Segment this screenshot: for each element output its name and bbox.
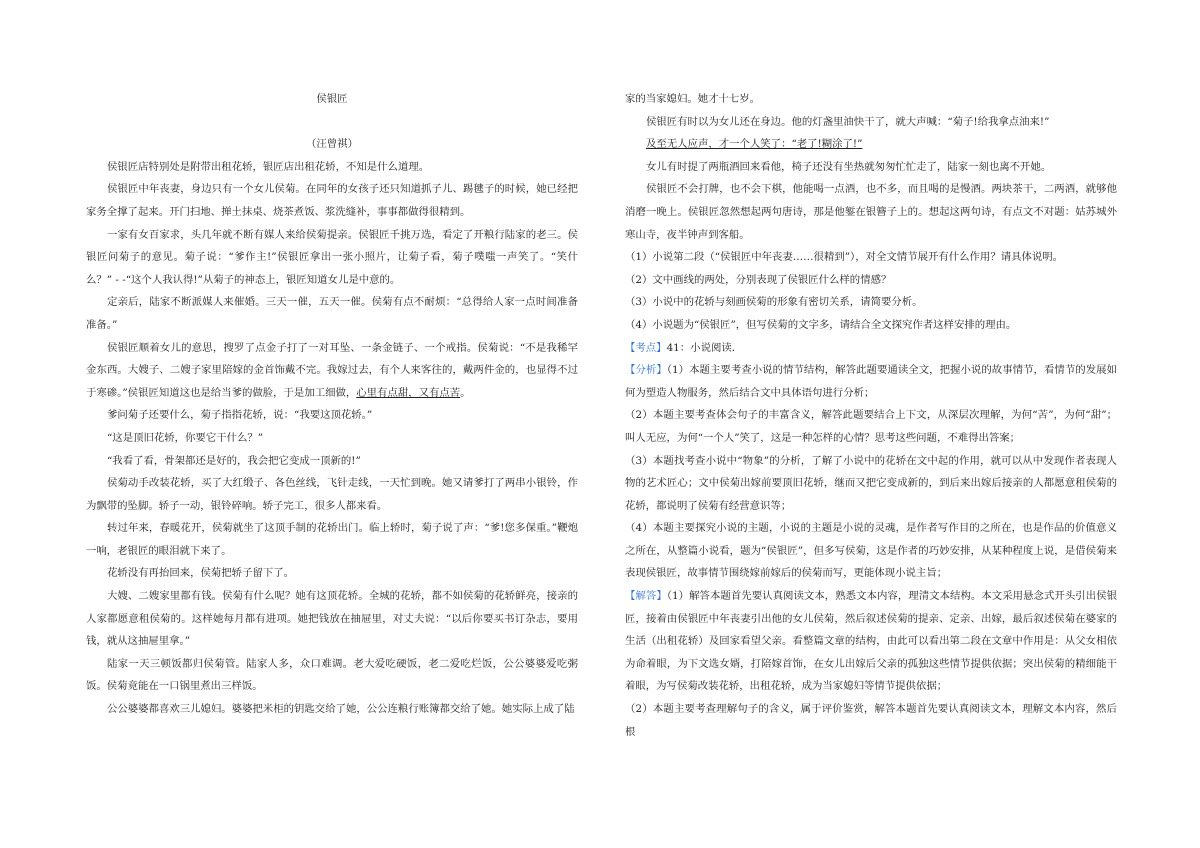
jieda-section bbox=[625, 585, 1117, 698]
underlined-sentence: 心里有点甜，又有点苦 bbox=[356, 386, 461, 399]
analysis-item: （4）本题主要探究小说的主题，小说的主题是小说的灵魂，是作者写作目的之所在，也是作品的价值意义之所在，从整篇小说看，题为“侯银匠”，但多写侯菊，这是作者的巧妙安排，从某种程度上说，是借侯菊来表现侯银匠，故事情节围绕嫁前嫁后的侯菊而写，更能体现小说主旨； bbox=[625, 522, 1117, 580]
text-run: 侯银匠顺着女儿的意思，搜罗了点金子打了一对耳坠、一条金链子、一个戒指。侯菊说：“不是我稀罕金东西。大嫂子、二嫂子家里陪嫁的金首饰戴不完。我嫁过去，有个人来客往的，戴两件金的，也显得不过于寒碜。”侯银匠知道这也是给当爹的做脸，于是加工细做， bbox=[86, 341, 578, 399]
right-column bbox=[625, 88, 1117, 743]
paragraph: 侯菊动手改装花轿，买了大红缎子、各色丝线，飞针走线，一天忙到晚。她又请爹打了两串小银铃，作为飘带的坠脚。轿子一动，银铃碎响。轿子完工，很多人都来看。 bbox=[86, 477, 578, 512]
jieda-text: （1）解答本题首先要认真阅读文本，熟悉文本内容，理清文本结构。本文采用悬念式开头引出侯银匠，接着由侯银匠中年丧妻引出他的女儿侯菊，然后叙述侯菊的提亲、定亲、出嫁，最后叙述侯菊在婆家的生活（出租花轿）及回家看望父亲。看整篇文章的结构，由此可以看出第二段在文章中作用是：从父女相依为命着眼，为下文选女婿，打陪嫁首饰，在女儿出嫁后父亲的孤独这些情节提供依据；突出侯菊的精细能干着眼，为写侯菊改装花轿，出租花轿，成为当家媳妇等情节提供依据； bbox=[625, 590, 1118, 693]
question-1: （1）小说第二段（“侯银匠中年丧妻……很精到”），对全文情节展开有什么作用？请具体说明。 bbox=[625, 251, 1064, 264]
paragraph: 陆家一天三顿饭都归侯菊管。陆家人多，众口难调。老大爱吃硬饭，老二爱吃烂饭，公公婆婆爱吃粥饭。侯菊竟能在一口锅里煮出三样饭。 bbox=[86, 657, 578, 693]
text-run: 。 bbox=[460, 386, 471, 399]
story-title: 侯银匠 bbox=[316, 93, 348, 105]
paragraph: 爹问菊子还要什么，菊子指指花轿，说：“我要这顶花轿。” bbox=[107, 409, 373, 422]
kaodian-tag: 【考点】 bbox=[625, 341, 667, 354]
answer-item: （2）本题主要考查理解句子的含义，属于评价鉴赏，解答本题首先要认真阅读文本，理解文本内容，然后根 bbox=[625, 703, 1117, 738]
paragraph: 定亲后，陆家不断派媒人来催婚。三天一催，五天一催。侯菊有点不耐烦：“总得给人家一点时间准备准备。” bbox=[86, 296, 578, 331]
paragraph: 侯银匠不会打牌，也不会下棋，他能喝一点酒，也不多，而且喝的是慢酒。两块茶干，二两酒，就够他消磨一晚上。侯银匠忽然想起两句唐诗，那是他錾在银簪子上的。想起这两句诗，有点文不对题：姑苏城外寒山寺，夜半钟声到客船。 bbox=[625, 183, 1117, 241]
paragraph: 家的当家媳妇。她才十七岁。 bbox=[625, 93, 761, 105]
paragraph: 转过年来，春暖花开，侯菊就坐了这顶手制的花轿出门。临上轿时，菊子说了声：“爹!您多保重。”鞭炮一响，老银匠的眼泪就下来了。 bbox=[86, 522, 578, 557]
paragraph: 花轿没有再抬回来，侯菊把轿子留下了。 bbox=[107, 567, 295, 580]
paragraph: 侯银匠店特别处是附带出租花轿，银匠店出租花轿，不知是什么道理。 bbox=[107, 160, 430, 173]
question-4: （4）小说题为“侯银匠”，但写侯菊的文字多，请结合全文探究作者这样安排的理由。 bbox=[625, 318, 1017, 331]
fenxi-tag: 【分析】 bbox=[625, 364, 667, 377]
underlined-sentence: 及至无人应声，才一个人笑了：“老了!糊涂了!” bbox=[646, 138, 863, 151]
left-column bbox=[86, 88, 578, 721]
jieda-tag: 【解答】 bbox=[625, 590, 667, 603]
paragraph: 大嫂、二嫂家里都有钱。侯菊有什么呢？她有这顶花轿。全城的花轿，都不如侯菊的花轿鲜亮，接亲的人家都愿意租侯菊的。这样她每月都有进项。她把钱放在抽屉里，对丈夫说：“以后你要买书订杂志，要用钱，就从这抽屉里拿。” bbox=[86, 590, 578, 648]
paragraph: “这是顶旧花轿，你要它干什么？” bbox=[107, 431, 264, 444]
fenxi-text: （1）本题主要考查小说的情节结构，解答此题要通读全文，把握小说的故事情节，看情节的发展如何为塑造人物服务，然后结合文中具体语句进行分析； bbox=[625, 364, 1118, 399]
question-3: （3）小说中的花轿与刻画侯菊的形象有密切关系，请简要分析。 bbox=[625, 296, 923, 309]
paragraph: 公公婆婆都喜欢三儿媳妇。婆婆把米柜的钥匙交给了她，公公连粮行账簿都交给了她。她实际上成了陆 bbox=[107, 703, 575, 716]
paragraph: 侯银匠有时以为女儿还在身边。他的灯盏里油快干了，就大声喊：“菊子!给我拿点油来!” bbox=[646, 115, 1050, 128]
paragraph: 侯银匠中年丧妻，身边只有一个女儿侯菊。在同年的女孩子还只知道抓子儿、踢毽子的时候，她已经把家务全撑了起来。开门扫地、掸土抹桌、烧茶煮饭、浆洗缝补，事事都做得很精到。 bbox=[86, 183, 578, 218]
analysis-item: （3）本题找考查小说中“物象”的分析，了解了小说中的花轿在文中起的作用，就可以从中发现作者表现人物的艺术匠心；文中侯菊出嫁前要顶旧花轿，继而又把它变成新的，到后来出嫁后接亲的人都愿意租侯菊的花轿，都说明了侯菊有经营意识等； bbox=[625, 454, 1117, 512]
kaodian-text: 41：小说阅读． bbox=[666, 341, 743, 354]
story-author: （汪曾祺） bbox=[306, 138, 358, 151]
paragraph: “我看了看，骨架都还是好的，我会把它变成一顶新的!” bbox=[107, 454, 361, 467]
paragraph bbox=[625, 133, 1117, 156]
kaodian-section bbox=[625, 337, 1117, 360]
paragraph bbox=[86, 337, 578, 405]
analysis-item: （2）本题主要考查体会句子的丰富含义，解答此题要结合上下文，从深层次理解，为何“苦”，为何“甜”；叫人无应，为何“一个人”笑了，这是一种怎样的心情？思考这些问题，不难得出答案； bbox=[625, 409, 1117, 444]
question-2: （2）文中画线的两处，分别表现了侯银匠什么样的情感？ bbox=[625, 273, 892, 286]
paragraph: 女儿有时提了两瓶酒回来看他，椅子还没有坐热就匆匆忙忙走了，陆家一刻也离不开她。 bbox=[646, 160, 1052, 173]
fenxi-section bbox=[625, 359, 1117, 404]
paragraph: 一家有女百家求，头几年就不断有媒人来给侯菊提亲。侯银匠千挑万选，看定了开粮行陆家的老三。侯银匠问菊子的意见。菊子说：“爹作主!”侯银匠拿出一张小照片，让菊子看，菊子噗嗤一声笑了。“笑什么？” - -“这个人我认得!”从菊子的神态上，银匠知道女儿是中意的。 bbox=[86, 228, 578, 286]
